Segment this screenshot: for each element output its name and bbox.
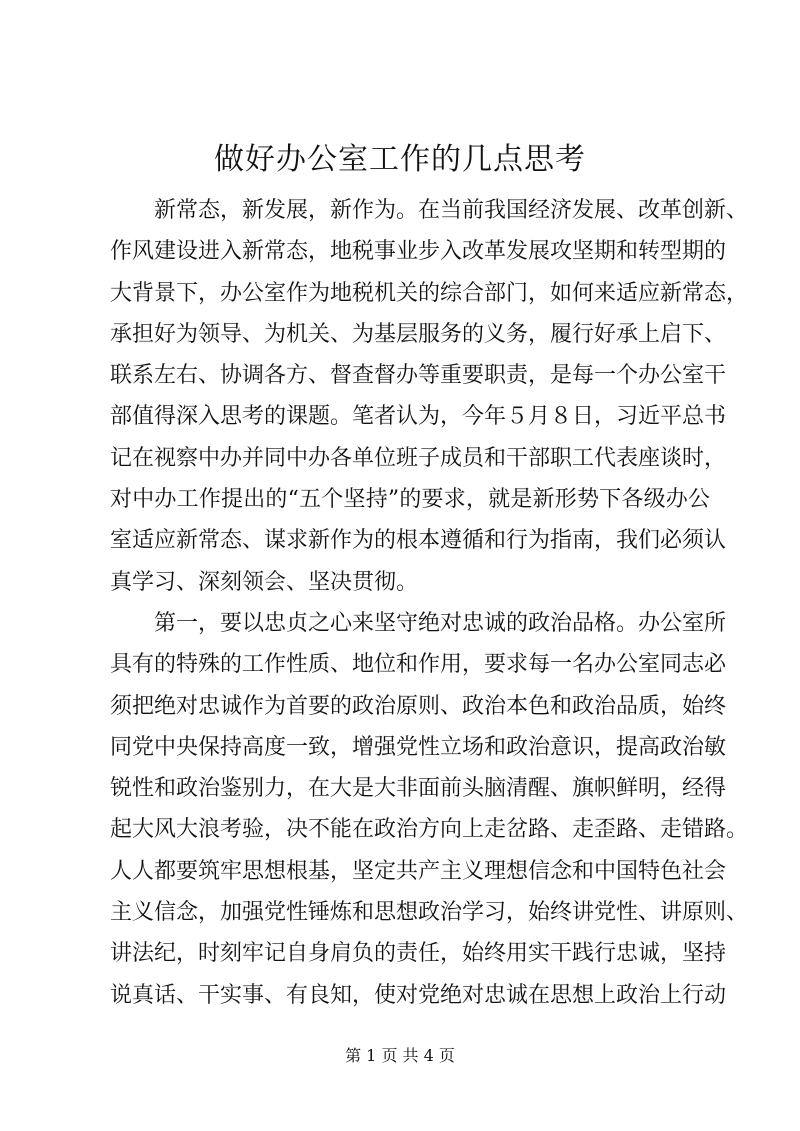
text-line: 作风建设进入新常态，地税事业步入改革发展攻坚期和转型期的 xyxy=(110,239,727,265)
document-title: 做好办公室工作的几点思考 xyxy=(214,142,586,177)
text-line: 主义信念，加强党性锤炼和思想政治学习，始终讲党性、讲原则、 xyxy=(110,900,749,926)
text-line: 联系左右、协调各方、督查督办等重要职责，是每一个办公室干 xyxy=(110,363,727,389)
text-line: 承担好为领导、为机关、为基层服务的义务，履行好承上启下、 xyxy=(110,321,727,347)
text-line: 同党中央保持高度一致，增强党性立场和政治意识，提高政治敏 xyxy=(110,734,727,760)
paragraph-2 xyxy=(110,603,749,1016)
document-body xyxy=(110,190,749,1016)
text-line: 部值得深入思考的课题。笔者认为，今年５月８日，习近平总书 xyxy=(110,404,727,430)
text-line: 大背景下，办公室作为地税机关的综合部门，如何来适应新常态， xyxy=(110,280,749,306)
text-line: 人人都要筑牢思想根基，坚定共产主义理想信念和中国特色社会 xyxy=(110,858,727,884)
paragraph-1 xyxy=(110,190,749,603)
text-line: 记在视察中办并同中办各单位班子成员和干部职工代表座谈时， xyxy=(110,445,727,471)
text-line: 讲法纪，时刻牢记自身肩负的责任，始终用实干践行忠诚，坚持 xyxy=(110,941,727,967)
text-line: 对中办工作提出的“五个坚持”的要求，就是新形势下各级办公 xyxy=(110,487,710,513)
text-line: 须把绝对忠诚作为首要的政治原则、政治本色和政治品质，始终 xyxy=(110,693,727,719)
text-line: 第一，要以忠贞之心来坚守绝对忠诚的政治品格。办公室所 xyxy=(154,610,727,636)
text-line: 室适应新常态、谋求新作为的根本遵循和行为指南，我们必须认 xyxy=(110,528,727,554)
page-number-footer: 第 1 页 共 4 页 xyxy=(345,1046,455,1065)
text-line: 真学习、深刻领会、坚决贯彻。 xyxy=(110,569,419,595)
text-line: 锐性和政治鉴别力，在大是大非面前头脑清醒、旗帜鲜明，经得 xyxy=(110,776,727,802)
text-line: 具有的特殊的工作性质、地位和作用，要求每一名办公室同志必 xyxy=(110,652,727,678)
text-line: 起大风大浪考验，决不能在政治方向上走岔路、走歪路、走错路。 xyxy=(110,817,749,843)
text-line: 说真话、干实事、有良知，使对党绝对忠诚在思想上政治上行动 xyxy=(110,982,727,1008)
text-line: 新常态，新发展，新作为。在当前我国经济发展、改革创新、 xyxy=(154,198,749,223)
